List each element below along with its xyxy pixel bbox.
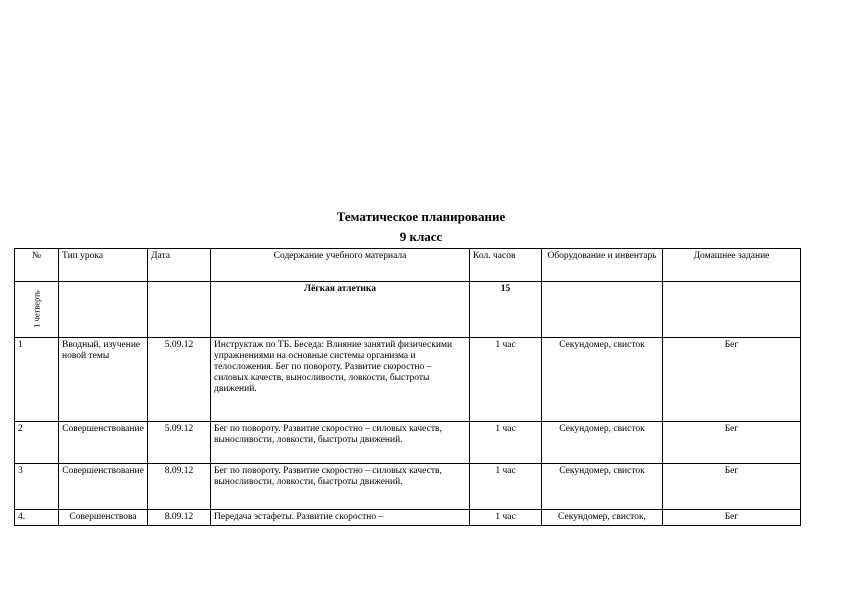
row-equipment: Секундомер, свисток,: [542, 510, 663, 526]
table-row: [15, 464, 801, 510]
quarter-cell: [15, 282, 59, 338]
header-equipment: Оборудование и инвентарь: [542, 249, 663, 282]
row-num: 2: [15, 422, 59, 464]
header-num: №: [15, 249, 59, 282]
quarter-label: 1 четверть: [31, 290, 41, 328]
row-content: Бег по повороту. Развитие скоростно – силовых качеств, выносливости, ловкости, быстроты движений.: [211, 464, 470, 510]
header-homework: Домашнее задание: [663, 249, 801, 282]
row-hours: 1 час: [470, 422, 542, 464]
row-homework: Бег: [663, 338, 801, 422]
table-header-row: [15, 249, 801, 282]
table-row: [15, 338, 801, 422]
row-equipment: Секундомер, свисток: [542, 422, 663, 464]
row-homework: Бег: [663, 510, 801, 526]
row-date: 8.09.12: [148, 464, 211, 510]
row-content: Инструктаж по ТБ. Беседа: Влияние занятий физическими упражнениями на основные системы организма и телосложения. Бег по повороту. Развитие скоростно – силовых качеств, выносливости, ловкости, быстроты движений.: [211, 338, 470, 422]
row-hours: 1 час: [470, 510, 542, 526]
page-title: Тематическое планирование: [336, 209, 506, 224]
header-type: Тип урока: [59, 249, 148, 282]
page-subtitle: 9 класс: [399, 229, 443, 244]
row-equipment: Секундомер, свисток: [542, 464, 663, 510]
row-equipment: Секундомер, свисток: [542, 338, 663, 422]
row-num: 1: [15, 338, 59, 422]
thematic-plan-table: [14, 248, 801, 526]
row-type: Совершенствование: [59, 422, 148, 464]
row-homework: Бег: [663, 464, 801, 510]
row-hours: 1 час: [470, 464, 542, 510]
header-date: Дата: [148, 249, 211, 282]
section-name: Лёгкая атлетика: [211, 282, 470, 338]
row-num: 3: [15, 464, 59, 510]
row-content: Передача эстафеты. Развитие скоростно –: [211, 510, 470, 526]
row-date: 5.09.12: [148, 338, 211, 422]
row-num: 4.: [15, 510, 59, 526]
table-row: [15, 510, 801, 526]
row-date: 5.09.12: [148, 422, 211, 464]
row-date: 8.09.12: [148, 510, 211, 526]
section-hours: 15: [470, 282, 542, 338]
row-type: Совершенствова: [59, 510, 148, 526]
row-content: Бег по повороту. Развитие скоростно – силовых качеств, выносливости, ловкости, быстроты движений.: [211, 422, 470, 464]
header-hours: Кол. часов: [470, 249, 542, 282]
header-content: Содержание учебного материала: [211, 249, 470, 282]
row-homework: Бег: [663, 422, 801, 464]
row-type: Совершенствование: [59, 464, 148, 510]
row-type: Вводный, изучение новой темы: [59, 338, 148, 422]
row-hours: 1 час: [470, 338, 542, 422]
table-row: [15, 422, 801, 464]
section-row: [15, 282, 801, 338]
